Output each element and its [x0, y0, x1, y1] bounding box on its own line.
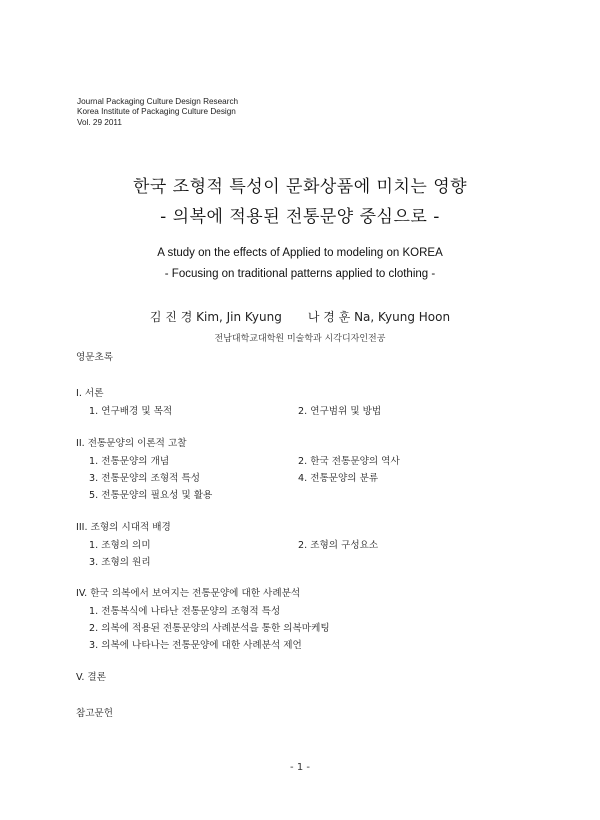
toc-section-5: V. 결론 — [76, 672, 106, 683]
toc-section-1: I. 서론 — [76, 388, 104, 399]
journal-name: Journal Packaging Culture Design Research — [77, 97, 239, 106]
journal-publisher: Korea Institute of Packaging Culture Design — [77, 107, 236, 117]
korean-subtitle: - 의복에 적용된 전통문양 중심으로 - — [160, 207, 440, 227]
toc-item-2-1: 1. 전통문양의 개념 — [89, 456, 170, 467]
toc-item-2-4: 4. 전통문양의 분류 — [298, 473, 379, 484]
english-subtitle: - Focusing on traditional patterns applied to clothing - — [164, 268, 436, 280]
korean-title: 한국 조형적 특성이 문화상품에 미치는 영향 — [132, 177, 468, 197]
toc-item-4-1: 1. 전통복식에 나타난 전통문양의 조형적 특성 — [89, 606, 281, 617]
toc-item-3-1: 1. 조형의 의미 — [89, 540, 151, 551]
page-number: - 1 - — [290, 762, 310, 773]
journal-info — [77, 97, 238, 128]
affiliation: 전남대학교대학원 미술학과 시각디자인전공 — [214, 334, 386, 344]
author-na: 나 경 훈 Na, Kyung Hoon — [307, 310, 451, 324]
toc-item-4-3: 3. 의복에 나타나는 전통문양에 대한 사례분석 제언 — [89, 640, 302, 651]
toc-item-1-2: 2. 연구범위 및 방법 — [298, 406, 382, 417]
toc-section-3: III. 조형의 시대적 배경 — [76, 522, 171, 533]
toc-section-2: II. 전통문양의 이론적 고찰 — [76, 438, 187, 449]
author-kim: 김 진 경 Kim, Jin Kyung — [149, 310, 282, 324]
toc-item-1-1: 1. 연구배경 및 목적 — [89, 406, 173, 417]
toc-item-2-5: 5. 전통문양의 필요성 및 활용 — [89, 490, 213, 501]
journal-volume: Vol. 29 2011 — [77, 117, 122, 127]
toc-section-4: IV. 한국 의복에서 보여지는 전통문양에 대한 사례분석 — [76, 588, 301, 599]
toc-item-2-2: 2. 한국 전통문양의 역사 — [298, 456, 400, 467]
toc-references: 참고문헌 — [76, 708, 114, 719]
toc-item-3-2: 2. 조형의 구성요소 — [298, 540, 379, 551]
toc-item-3-3: 3. 조형의 원리 — [89, 557, 151, 568]
toc-item-2-3: 3. 전통문양의 조형적 특성 — [89, 473, 200, 484]
english-title: A study on the effects of Applied to modeling on KOREA — [157, 247, 443, 259]
toc-abstract: 영문초록 — [76, 352, 114, 363]
author-line — [0, 308, 600, 325]
toc-item-4-2: 2. 의복에 적용된 전통문양의 사례분석을 통한 의복마케팅 — [89, 623, 330, 634]
